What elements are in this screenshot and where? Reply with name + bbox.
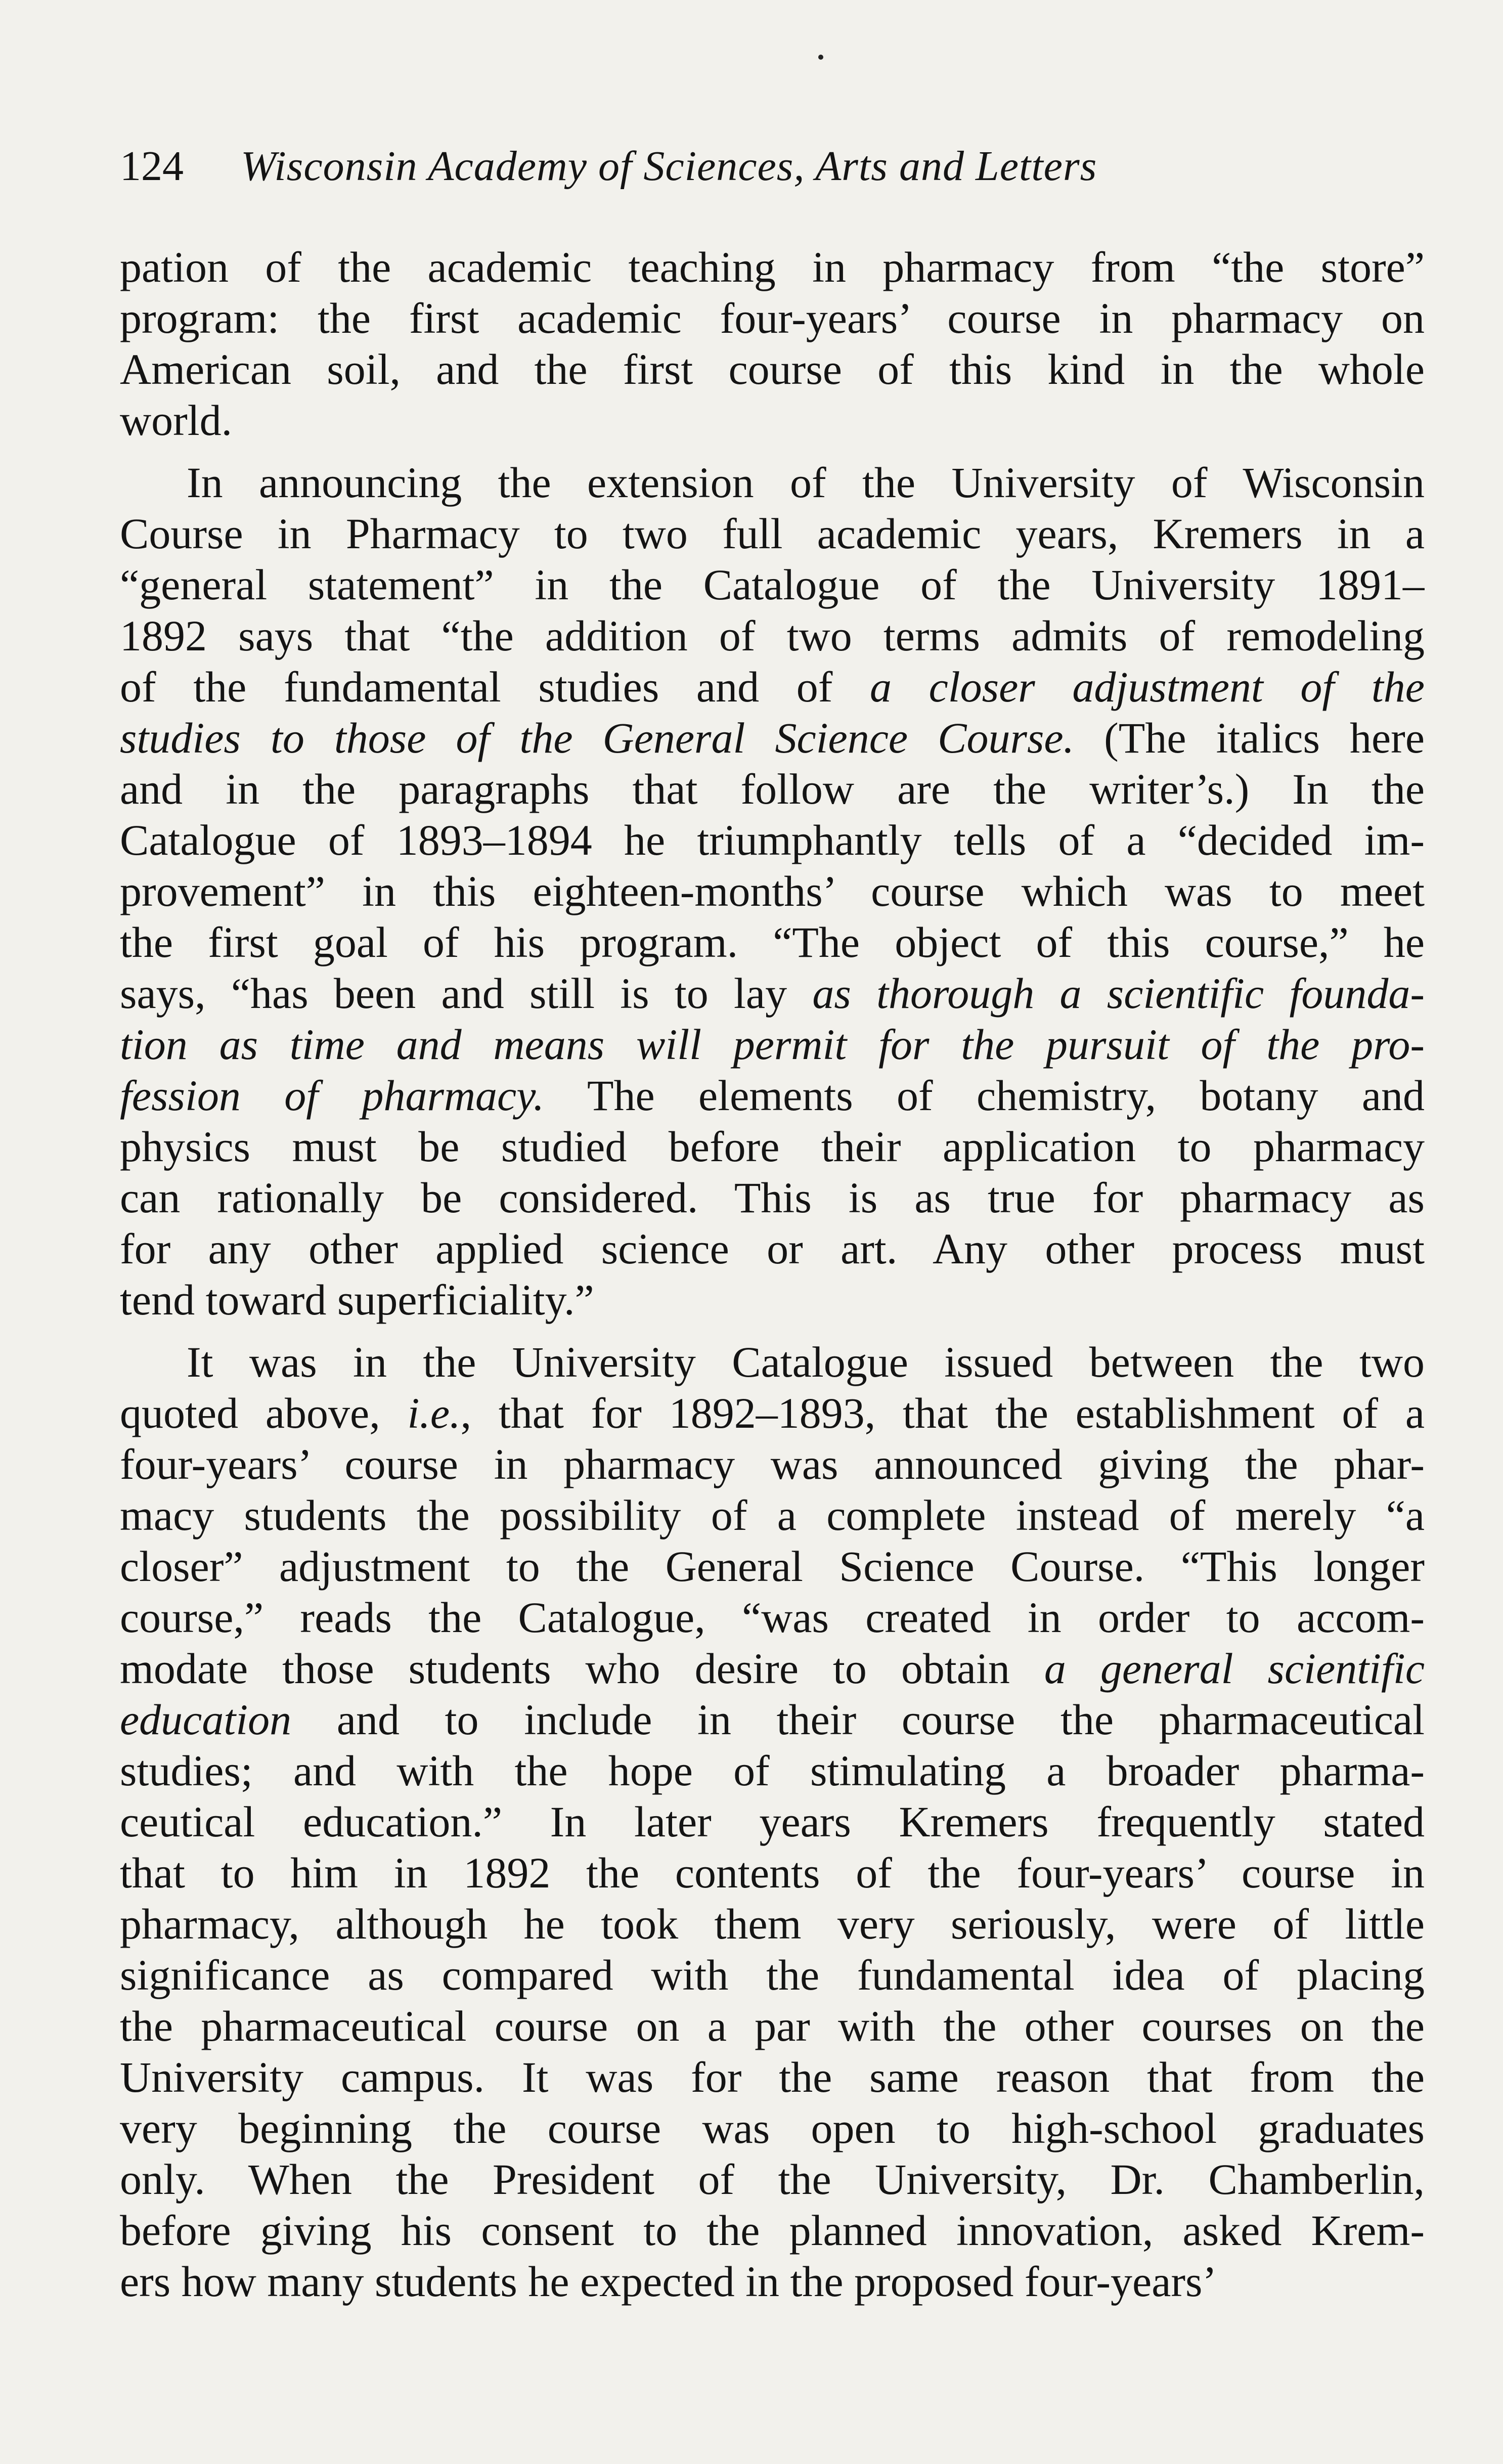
text-line	[120, 1274, 1425, 1326]
text-segment: of the fundamental studies and of	[120, 663, 870, 711]
body-text	[120, 242, 1425, 2307]
text-segment: quoted above,	[120, 1389, 408, 1437]
text-line	[120, 1694, 1425, 1745]
paragraph	[120, 1337, 1425, 2307]
text-segment: that to him in 1892 the contents of the four-years’ course in	[120, 1849, 1425, 1897]
text-line	[120, 1388, 1425, 1439]
text-segment: It was in the University Catalogue issued between the two	[187, 1338, 1425, 1386]
text-segment: (The italics here	[1074, 714, 1425, 762]
text-line	[120, 1899, 1425, 1950]
text-segment: very beginning the course was open to high-school graduates	[120, 2104, 1425, 2152]
text-segment: significance as compared with the fundamental idea of placing	[120, 1951, 1425, 1999]
text-segment: Catalogue of 1893–1894 he triumphantly tells of a “decided im-	[120, 816, 1425, 864]
text-segment: world.	[120, 396, 233, 445]
page-header	[120, 139, 1435, 194]
text-line	[120, 1439, 1425, 1490]
text-line	[120, 2205, 1425, 2256]
text-line	[120, 917, 1425, 968]
text-line	[120, 662, 1425, 713]
paragraph	[120, 457, 1425, 1326]
italic-text: studies to those of the General Science Course.	[120, 714, 1075, 762]
text-line	[120, 866, 1425, 917]
scan-speck	[818, 55, 823, 60]
text-segment: American soil, and the first course of this kind in the whole	[120, 345, 1425, 393]
italic-text: as thorough a scientific founda-	[812, 969, 1425, 1018]
text-segment: provement” in this eighteen-months’ course which was to meet	[120, 867, 1425, 915]
text-line	[120, 2001, 1425, 2052]
italic-text: a general scientific	[1044, 1644, 1425, 1693]
text-segment: and in the paragraphs that follow are the writer’s.) In the	[120, 765, 1425, 813]
text-line	[120, 713, 1425, 764]
text-line	[120, 1172, 1425, 1223]
text-segment: University campus. It was for the same reason that from the	[120, 2053, 1425, 2101]
text-line	[120, 293, 1425, 344]
italic-text: tion as time and means will permit for the pursuit of the pro-	[120, 1020, 1425, 1069]
text-segment: modate those students who desire to obtain	[120, 1644, 1044, 1693]
text-segment: 1892 says that “the addition of two terms admits of remodeling	[120, 611, 1425, 660]
text-segment: pharmacy, although he took them very seriously, were of little	[120, 1900, 1425, 1948]
text-segment: ers how many students he expected in the proposed four-years’	[120, 2257, 1217, 2306]
text-segment: for any other applied science or art. Any other process must	[120, 1224, 1425, 1273]
text-segment: In announcing the extension of the University of Wisconsin	[187, 458, 1425, 507]
text-segment: before giving his consent to the planned innovation, asked Krem-	[120, 2206, 1425, 2255]
text-segment: , that for 1892–1893, that the establishment of a	[460, 1389, 1425, 1437]
text-segment: closer” adjustment to the General Science Course. “This longer	[120, 1542, 1425, 1591]
text-line	[120, 1847, 1425, 1899]
text-line	[120, 1121, 1425, 1172]
text-line	[120, 395, 1425, 446]
text-line	[120, 1337, 1425, 1388]
text-line	[120, 457, 1425, 508]
text-segment: The elements of chemistry, botany and	[544, 1071, 1425, 1120]
text-line	[120, 1070, 1425, 1121]
text-segment: physics must be studied before their application to pharmacy	[120, 1122, 1425, 1171]
italic-text: a closer adjustment of the	[869, 663, 1425, 711]
text-line	[120, 559, 1425, 610]
text-line	[120, 2154, 1425, 2205]
page-number: 124	[120, 143, 184, 190]
text-segment: macy students the possibility of a complete instead of merely “a	[120, 1491, 1425, 1539]
text-line	[120, 1019, 1425, 1070]
text-segment: Course in Pharmacy to two full academic years, Kremers in a	[120, 509, 1425, 558]
text-line	[120, 242, 1425, 293]
text-line	[120, 344, 1425, 395]
text-segment: and to include in their course the pharmaceutical	[291, 1695, 1425, 1744]
text-segment: says, “has been and still is to lay	[120, 969, 813, 1018]
text-segment: the pharmaceutical course on a par with the other courses on the	[120, 2002, 1425, 2050]
text-line	[120, 1796, 1425, 1847]
paragraph	[120, 242, 1425, 446]
text-line	[120, 2103, 1425, 2154]
text-segment: pation of the academic teaching in pharmacy from “the store”	[120, 243, 1425, 291]
text-line	[120, 1745, 1425, 1796]
text-segment: can rationally be considered. This is as true for pharmacy as	[120, 1173, 1425, 1222]
running-head: Wisconsin Academy of Sciences, Arts and Letters	[241, 143, 1097, 190]
text-segment: ceutical education.” In later years Kremers frequently stated	[120, 1797, 1425, 1846]
text-segment: the first goal of his program. “The object of this course,” he	[120, 918, 1425, 966]
text-segment: only. When the President of the University, Dr. Chamberlin,	[120, 2155, 1425, 2204]
text-line	[120, 968, 1425, 1019]
text-line	[120, 1541, 1425, 1592]
text-line	[120, 610, 1425, 662]
text-line	[120, 764, 1425, 815]
text-line	[120, 1950, 1425, 2001]
text-segment: studies; and with the hope of stimulating a broader pharma-	[120, 1746, 1425, 1795]
text-line	[120, 508, 1425, 559]
text-line	[120, 1592, 1425, 1643]
text-line	[120, 2256, 1425, 2307]
text-line	[120, 2052, 1425, 2103]
text-segment: program: the first academic four-years’ course in pharmacy on	[120, 294, 1425, 342]
text-segment: four-years’ course in pharmacy was announced giving the phar-	[120, 1440, 1425, 1488]
text-segment: “general statement” in the Catalogue of the University 1891–	[120, 560, 1425, 609]
italic-text: education	[120, 1695, 292, 1744]
text-line	[120, 815, 1425, 866]
text-segment: course,” reads the Catalogue, “was created in order to accom-	[120, 1593, 1425, 1642]
italic-text: fession of pharmacy.	[120, 1071, 545, 1120]
text-segment: tend toward superficiality.”	[120, 1275, 594, 1324]
text-line	[120, 1643, 1425, 1694]
text-line	[120, 1490, 1425, 1541]
text-line	[120, 1223, 1425, 1274]
italic-text: i.e.	[407, 1389, 461, 1437]
